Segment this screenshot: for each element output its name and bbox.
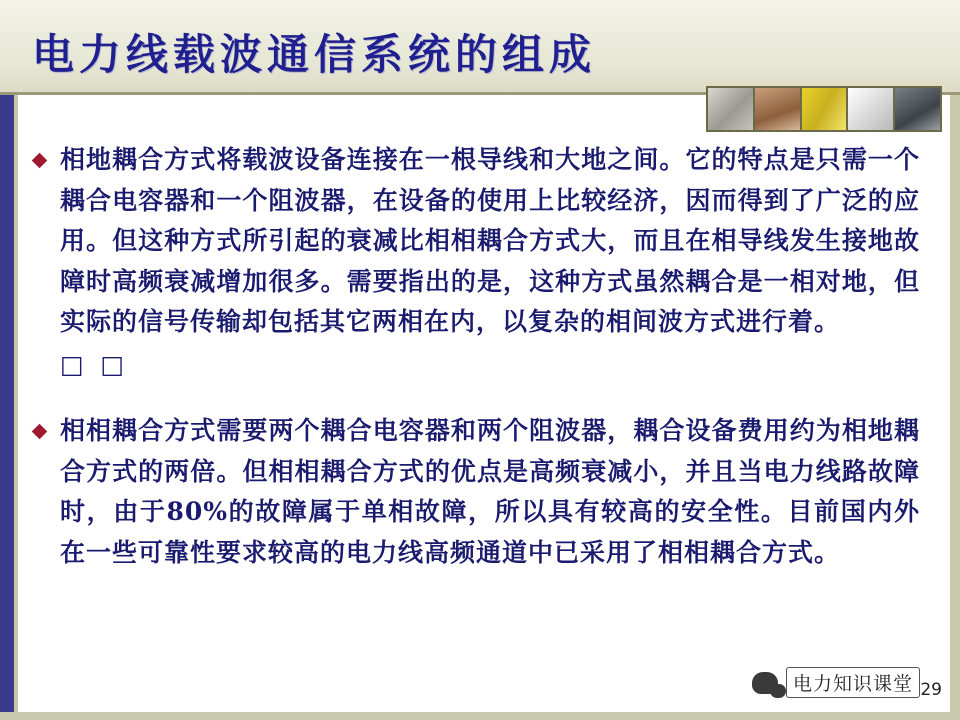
left-border-inner (14, 0, 18, 720)
trailing-symbols-1: □ □ (60, 349, 128, 379)
photo-thumb-3-icon (802, 88, 847, 130)
diamond-bullet-icon (30, 140, 60, 169)
diamond-bullet-icon (30, 411, 60, 440)
footer-logo-label: 电力知识课堂 (786, 667, 920, 698)
bullet-item (30, 411, 920, 573)
photo-thumb-4-icon (848, 88, 893, 130)
photo-strip-decoration (706, 86, 942, 132)
bullet-paragraph-2: 相相耦合方式需要两个耦合电容器和两个阻波器，耦合设备费用约为相地耦合方式的两倍。但相相耦合方式的优点是高频衰减小，并且当电力线路故障时，由于80%的故障属于单相故障，所以具有较高的安全性。目前国内外在一些可靠性要求较高的电力线高频通道中已采用了相相耦合方式。 (60, 416, 920, 567)
right-border-bar (950, 0, 960, 720)
bullet-item (30, 140, 920, 385)
page-number: 29 (920, 680, 942, 700)
page-title: 电力线载波通信系统的组成 (32, 30, 597, 79)
photo-thumb-5-icon (895, 88, 940, 130)
bullet-text-1: 相地耦合方式将载波设备连接在一根导线和大地之间。它的特点是只需一个耦合电容器和一个阻波器，在设备的使用上比较经济，因而得到了广泛的应用。但这种方式所引起的衰减比相相耦合方式大，而且在相导线发生接地故障时高频衰减增加很多。需要指出的是，这种方式虽然耦合是一相对地，但实际的信号传输却包括其它两相在内，以复杂的相间波方式进行着。 (60, 145, 920, 336)
photo-thumb-2-icon (755, 88, 800, 130)
wechat-icon (752, 672, 778, 694)
photo-thumb-1-icon (708, 88, 753, 130)
footer-logo (752, 667, 920, 698)
bullet-paragraph-1 (60, 140, 920, 385)
left-border-bar (0, 0, 14, 720)
bottom-border-bar (0, 712, 960, 720)
slide-body (30, 140, 920, 599)
slide-header (0, 0, 960, 95)
